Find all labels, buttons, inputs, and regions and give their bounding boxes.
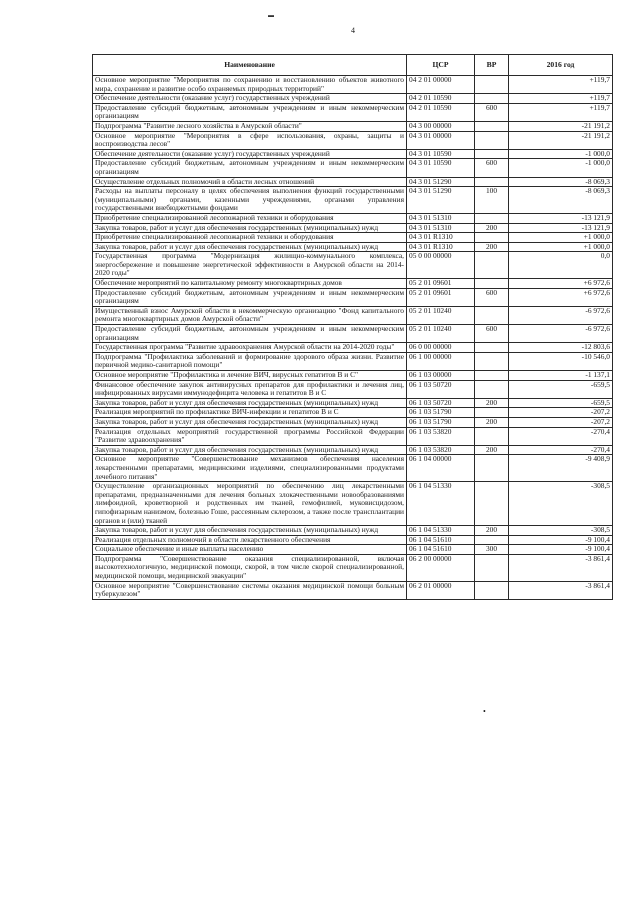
cell-vr <box>475 76 509 94</box>
cell-vr <box>475 455 509 482</box>
cell-vr: 200 <box>475 417 509 427</box>
cell-sum: -12 803,6 <box>509 343 613 353</box>
cell-sum: -9 100,4 <box>509 545 613 555</box>
cell-vr <box>475 371 509 381</box>
table-row <box>93 581 613 599</box>
cell-name: Обеспечение мероприятий по капитальному ремонту многоквартирных домов <box>93 279 407 289</box>
cell-name: Реализация отдельных полномочий в области лекарственного обеспечения <box>93 535 407 545</box>
cell-vr <box>475 352 509 370</box>
table-row <box>93 94 613 104</box>
cell-vr: 600 <box>475 288 509 306</box>
cell-csr: 06 2 01 00000 <box>407 581 475 599</box>
table-row <box>93 545 613 555</box>
cell-name: Основное мероприятие "Профилактика и лечение ВИЧ, вирусных гепатитов В и С" <box>93 371 407 381</box>
cell-sum: -1 000,0 <box>509 159 613 177</box>
table-row <box>93 76 613 94</box>
cell-vr: 200 <box>475 223 509 233</box>
cell-csr: 06 1 03 50720 <box>407 380 475 398</box>
table-row <box>93 325 613 343</box>
cell-name: Приобретение специализированной лесопожарной техники и оборудования <box>93 213 407 223</box>
table-row <box>93 177 613 187</box>
table-row <box>93 343 613 353</box>
cell-name: Основное мероприятие "Совершенствование системы оказания медицинской помощи больным туберкулезом" <box>93 581 407 599</box>
cell-csr: 06 0 00 00000 <box>407 343 475 353</box>
cell-csr: 04 3 01 R1310 <box>407 233 475 243</box>
cell-vr: 600 <box>475 325 509 343</box>
cell-csr: 04 3 01 10590 <box>407 149 475 159</box>
cell-sum: +1 000,0 <box>509 242 613 252</box>
cell-sum: +6 972,6 <box>509 288 613 306</box>
table-row <box>93 149 613 159</box>
cell-sum: -308,5 <box>509 482 613 526</box>
table-row <box>93 159 613 177</box>
cell-csr: 04 3 00 00000 <box>407 121 475 131</box>
cell-sum: -207,2 <box>509 417 613 427</box>
cell-vr <box>475 94 509 104</box>
cell-vr: 200 <box>475 242 509 252</box>
page-top-mark: ▬ <box>268 13 274 19</box>
cell-sum: +6 972,6 <box>509 279 613 289</box>
table-row <box>93 352 613 370</box>
table-row <box>93 279 613 289</box>
cell-csr: 04 3 01 51290 <box>407 177 475 187</box>
cell-name: Осуществление организационных мероприятий по обеспечению лиц лекарственными препаратами, предназначенными для лечения больных злокачественными новообразованиями лимфоидной, кроветворной и родственных им тканей, гемофилией, муковисцидозом, гипофизарным нанизмом, болезнью Гоше, рассеянным склерозом, а также после трансплантации органов и (или) тканей <box>93 482 407 526</box>
cell-csr: 05 2 01 09601 <box>407 279 475 289</box>
cell-name: Социальное обеспечение и иные выплаты населению <box>93 545 407 555</box>
cell-vr: 600 <box>475 159 509 177</box>
table-row <box>93 535 613 545</box>
cell-vr <box>475 252 509 279</box>
cell-csr: 06 1 03 51790 <box>407 417 475 427</box>
cell-name: Основное мероприятие "Мероприятия в сфере использования, охраны, защиты и воспроизводства лесов" <box>93 131 407 149</box>
cell-vr <box>475 306 509 324</box>
table-body <box>93 76 613 600</box>
cell-sum: -9 100,4 <box>509 535 613 545</box>
cell-sum: -21 191,2 <box>509 121 613 131</box>
cell-vr <box>475 131 509 149</box>
table-row <box>93 408 613 418</box>
cell-name: Реализация отдельных мероприятий государственной программы Российской Федерации "Развитие здравоохранения" <box>93 427 407 445</box>
cell-sum: -21 191,2 <box>509 131 613 149</box>
cell-name: Основное мероприятие "Мероприятия по сохранению и восстановлению объектов животного мира, сохранение и развитие особо охраняемых природных территорий" <box>93 76 407 94</box>
table-row <box>93 223 613 233</box>
cell-csr: 05 0 00 00000 <box>407 252 475 279</box>
cell-csr: 06 1 04 00000 <box>407 455 475 482</box>
cell-name: Расходы на выплаты персоналу в целях обеспечения выполнения функций государственными (муниципальными) органами, казенными учреждениями, органами управления государственными внебюджетными фондами <box>93 187 407 214</box>
cell-vr <box>475 149 509 159</box>
cell-csr: 04 3 01 51310 <box>407 223 475 233</box>
cell-name: Подпрограмма "Совершенствование оказания специализированной, включая высокотехнологичную, медицинской помощи, скорой, в том числе скорой специализированной, медицинской помощи, медицинской эвакуации" <box>93 554 407 581</box>
table-header-row <box>93 55 613 76</box>
cell-name: Закупка товаров, работ и услуг для обеспечения государственных (муниципальных) нужд <box>93 223 407 233</box>
table-row <box>93 288 613 306</box>
cell-vr: 200 <box>475 445 509 455</box>
table-row <box>93 455 613 482</box>
cell-vr <box>475 177 509 187</box>
table-row <box>93 427 613 445</box>
cell-sum: 0,0 <box>509 252 613 279</box>
cell-csr: 04 3 01 51290 <box>407 187 475 214</box>
table-row <box>93 371 613 381</box>
cell-csr: 04 3 01 00000 <box>407 131 475 149</box>
cell-csr: 06 1 03 53820 <box>407 427 475 445</box>
header-csr: ЦСР <box>407 55 475 76</box>
cell-vr <box>475 482 509 526</box>
cell-csr: 06 1 04 51330 <box>407 482 475 526</box>
table-row <box>93 252 613 279</box>
cell-csr: 06 1 00 00000 <box>407 352 475 370</box>
cell-name: Закупка товаров, работ и услуг для обеспечения государственных (муниципальных) нужд <box>93 242 407 252</box>
header-year: 2016 год <box>509 55 613 76</box>
cell-name: Приобретение специализированной лесопожарной техники и оборудования <box>93 233 407 243</box>
cell-name: Имущественный взнос Амурской области в некоммерческую организацию "Фонд капитального ремонта многоквартирных домов Амурской области" <box>93 306 407 324</box>
cell-sum: -13 121,9 <box>509 223 613 233</box>
cell-vr <box>475 233 509 243</box>
cell-csr: 06 1 04 51610 <box>407 545 475 555</box>
cell-sum: -308,5 <box>509 526 613 536</box>
margin-dot-mark: • <box>483 707 486 716</box>
table-row <box>93 445 613 455</box>
cell-name: Закупка товаров, работ и услуг для обеспечения государственных (муниципальных) нужд <box>93 417 407 427</box>
cell-sum: -207,2 <box>509 408 613 418</box>
cell-vr <box>475 380 509 398</box>
cell-csr: 04 2 01 10590 <box>407 103 475 121</box>
table-row <box>93 103 613 121</box>
cell-name: Государственная программа "Развитие здравоохранения Амурской области на 2014-2020 годы" <box>93 343 407 353</box>
cell-sum: +1 000,0 <box>509 233 613 243</box>
cell-sum: +119,7 <box>509 94 613 104</box>
cell-vr <box>475 535 509 545</box>
cell-sum: -13 121,9 <box>509 213 613 223</box>
cell-sum: -270,4 <box>509 427 613 445</box>
table-row <box>93 417 613 427</box>
cell-vr: 600 <box>475 103 509 121</box>
cell-sum: -1 000,0 <box>509 149 613 159</box>
cell-sum: -9 408,9 <box>509 455 613 482</box>
cell-csr: 05 2 01 10240 <box>407 306 475 324</box>
cell-sum: +119,7 <box>509 103 613 121</box>
cell-vr: 200 <box>475 526 509 536</box>
cell-sum: -10 546,0 <box>509 352 613 370</box>
cell-vr <box>475 343 509 353</box>
cell-name: Финансовое обеспечение закупок антивирусных препаратов для профилактики и лечения лиц, инфицированных вирусами иммунодефицита человека и гепатитов В и С <box>93 380 407 398</box>
header-vr: ВР <box>475 55 509 76</box>
table-row <box>93 213 613 223</box>
table-row <box>93 187 613 214</box>
table-row <box>93 526 613 536</box>
table-row <box>93 398 613 408</box>
table-row <box>93 233 613 243</box>
cell-csr: 06 1 04 51610 <box>407 535 475 545</box>
table-row <box>93 554 613 581</box>
cell-vr <box>475 279 509 289</box>
cell-sum: -3 861,4 <box>509 554 613 581</box>
cell-csr: 04 3 01 51310 <box>407 213 475 223</box>
cell-csr: 06 1 03 00000 <box>407 371 475 381</box>
table-row <box>93 306 613 324</box>
cell-sum: -1 137,1 <box>509 371 613 381</box>
cell-vr: 200 <box>475 398 509 408</box>
cell-csr: 04 2 01 00000 <box>407 76 475 94</box>
table-row <box>93 121 613 131</box>
cell-vr <box>475 581 509 599</box>
cell-sum: -8 069,3 <box>509 187 613 214</box>
cell-vr <box>475 554 509 581</box>
table-row <box>93 380 613 398</box>
cell-csr: 05 2 01 10240 <box>407 325 475 343</box>
cell-sum: -8 069,3 <box>509 177 613 187</box>
cell-name: Государственная программа "Модернизация жилищно-коммунального комплекса, энергосбережение и повышение энергетической эффективности в Амурской области на 2014-2020 годы" <box>93 252 407 279</box>
cell-sum: -6 972,6 <box>509 306 613 324</box>
cell-csr: 04 3 01 10590 <box>407 159 475 177</box>
table-row <box>93 242 613 252</box>
cell-csr: 06 1 03 50720 <box>407 398 475 408</box>
cell-name: Закупка товаров, работ и услуг для обеспечения государственных (муниципальных) нужд <box>93 398 407 408</box>
cell-name: Предоставление субсидий бюджетным, автономным учреждениям и иным некоммерческим организациям <box>93 288 407 306</box>
cell-sum: -659,5 <box>509 398 613 408</box>
budget-table <box>92 54 613 600</box>
cell-vr <box>475 427 509 445</box>
cell-sum: -3 861,4 <box>509 581 613 599</box>
cell-name: Подпрограмма "Профилактика заболеваний и формирование здорового образа жизни. Развитие первичной медико-санитарной помощи" <box>93 352 407 370</box>
cell-sum: +119,7 <box>509 76 613 94</box>
cell-csr: 05 2 01 09601 <box>407 288 475 306</box>
cell-vr: 100 <box>475 187 509 214</box>
page-number: 4 <box>351 26 355 35</box>
cell-name: Закупка товаров, работ и услуг для обеспечения государственных (муниципальных) нужд <box>93 526 407 536</box>
cell-name: Осуществление отдельных полномочий в области лесных отношений <box>93 177 407 187</box>
cell-name: Подпрограмма "Развитие лесного хозяйства в Амурской области" <box>93 121 407 131</box>
cell-csr: 06 2 00 00000 <box>407 554 475 581</box>
cell-csr: 06 1 03 51790 <box>407 408 475 418</box>
cell-name: Основное мероприятие "Совершенствование механизмов обеспечения населения лекарственными препаратами, медицинскими изделиями, специализированными продуктами лечебного питания" <box>93 455 407 482</box>
header-name: Наименование <box>93 55 407 76</box>
cell-name: Предоставление субсидий бюджетным, автономным учреждениям и иным некоммерческим организациям <box>93 103 407 121</box>
cell-vr: 300 <box>475 545 509 555</box>
cell-vr <box>475 121 509 131</box>
cell-vr <box>475 213 509 223</box>
cell-sum: -270,4 <box>509 445 613 455</box>
cell-vr <box>475 408 509 418</box>
cell-name: Предоставление субсидий бюджетным, автономным учреждениям и иным некоммерческим организациям <box>93 325 407 343</box>
cell-csr: 06 1 03 53820 <box>407 445 475 455</box>
cell-name: Закупка товаров, работ и услуг для обеспечения государственных (муниципальных) нужд <box>93 445 407 455</box>
cell-name: Обеспечение деятельности (оказание услуг) государственных учреждений <box>93 94 407 104</box>
cell-name: Реализация мероприятий по профилактике ВИЧ-инфекции и гепатитов В и С <box>93 408 407 418</box>
table-row <box>93 482 613 526</box>
cell-sum: -6 972,6 <box>509 325 613 343</box>
cell-name: Предоставление субсидий бюджетным, автономным учреждениям и иным некоммерческим организациям <box>93 159 407 177</box>
cell-csr: 04 3 01 R1310 <box>407 242 475 252</box>
cell-csr: 06 1 04 51330 <box>407 526 475 536</box>
cell-sum: -659,5 <box>509 380 613 398</box>
cell-csr: 04 2 01 10590 <box>407 94 475 104</box>
cell-name: Обеспечение деятельности (оказание услуг) государственных учреждений <box>93 149 407 159</box>
table-row <box>93 131 613 149</box>
